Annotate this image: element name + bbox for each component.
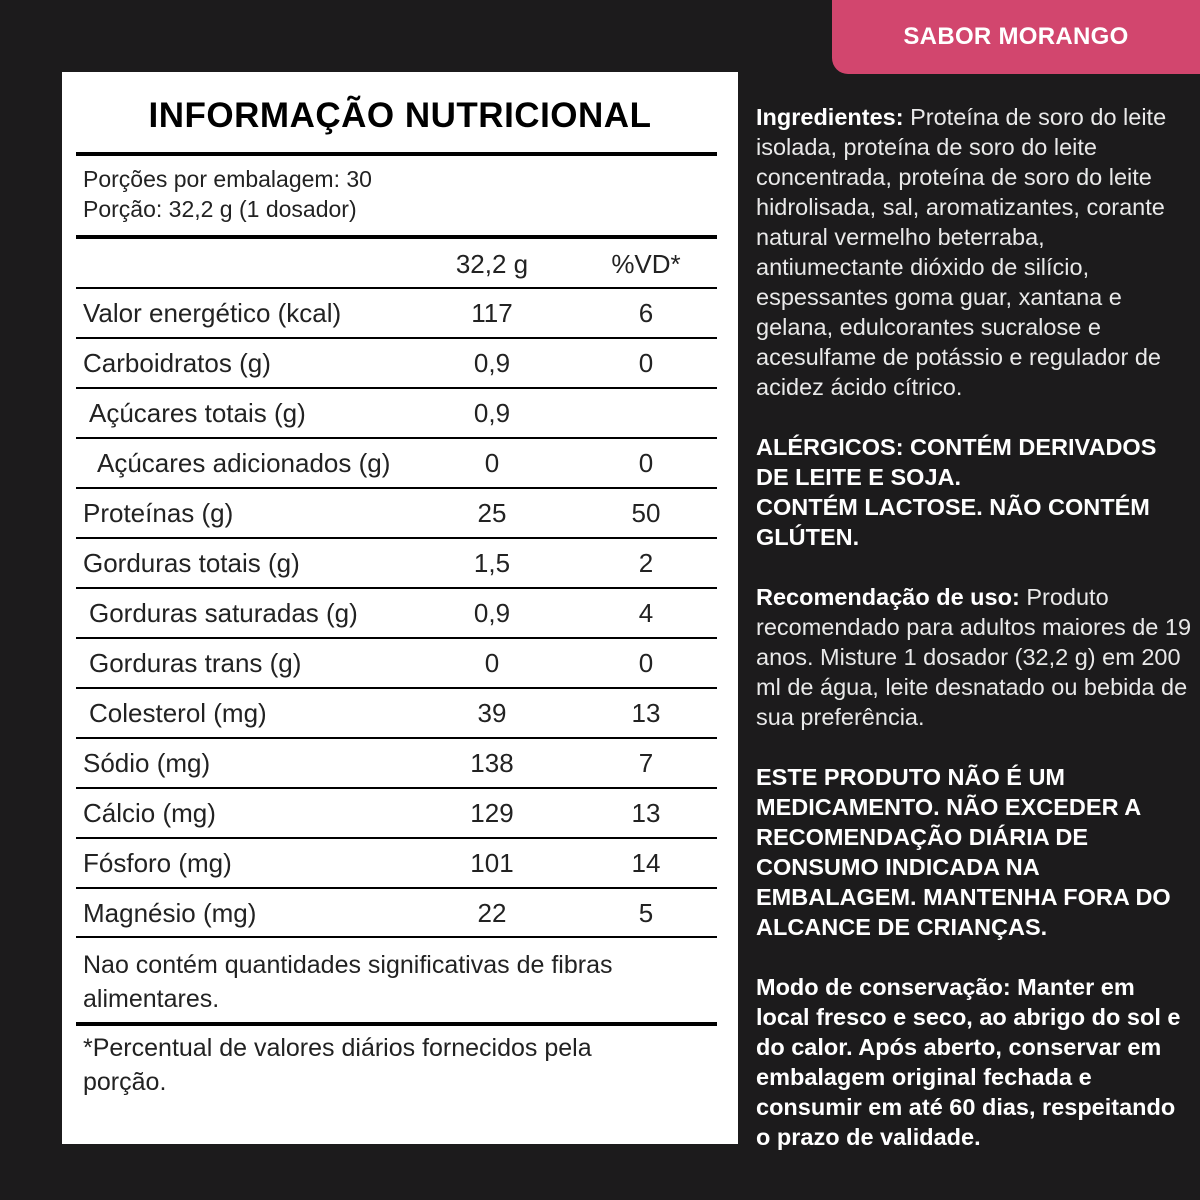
nutrient-name: Cálcio (mg) <box>83 798 216 828</box>
fiber-note-line1: Nao contém quantidades significativas de fibras <box>83 951 613 979</box>
nutrient-amount: 25 <box>477 498 507 528</box>
nutrient-amount: 0 <box>484 648 500 678</box>
nutrient-name: Fósforo (mg) <box>83 848 232 878</box>
nutrient-name: Gorduras totais (g) <box>83 548 300 578</box>
nutrient-row <box>76 689 717 739</box>
nutrient-daily-value: 7 <box>638 748 654 778</box>
column-header-dv: %VD* <box>611 249 681 279</box>
nutrient-daily-value: 5 <box>638 898 654 928</box>
nutrient-name: Açúcares adicionados (g) <box>97 448 391 478</box>
nutrient-amount: 138 <box>470 748 514 778</box>
nutrient-daily-value: 2 <box>638 548 654 578</box>
nutrient-row <box>76 639 717 689</box>
medical-warning: ESTE PRODUTO NÃO É UM MEDICAMENTO. NÃO EXCEDER A RECOMENDAÇÃO DIÁRIA DE CONSUMO INDICADA NA EMBALAGEM. MANTENHA FORA DO ALCANCE DE CRIANÇAS. <box>756 764 1171 940</box>
nutrient-daily-value: 0 <box>638 348 654 378</box>
ingredients-text: Proteína de soro do leite isolada, proteína de soro do leite concentrada, proteína de soro do leite hidrolisada, sal, aromatizantes, corante natural vermelho beterraba, antiumectante dióxido de silício, espessantes goma guar, xantana e gelana, edulcorantes sucralose e acesulfame de potássio e regulador de acidez ácido cítrico. <box>756 104 1167 400</box>
nutrient-row <box>76 889 717 939</box>
nutrient-amount: 129 <box>470 798 514 828</box>
ingredients-label: Ingredientes: <box>756 104 904 130</box>
nutrient-name: Gorduras saturadas (g) <box>89 598 358 628</box>
nutrition-title: INFORMAÇÃO NUTRICIONAL <box>148 96 652 135</box>
nutrient-row <box>76 389 717 439</box>
allergens-line2: CONTÉM LACTOSE. NÃO CONTÉM GLÚTEN. <box>756 494 1150 550</box>
nutrient-daily-value: 13 <box>631 698 661 728</box>
footnote-divider <box>76 1022 717 1026</box>
servings-per-package: Porções por embalagem: 30 <box>83 166 372 192</box>
ingredients-section <box>756 102 1192 402</box>
nutrient-daily-value: 14 <box>631 848 661 878</box>
nutrient-name: Proteínas (g) <box>83 498 234 528</box>
usage-text: Produto recomendado para adultos maiores de 19 anos. Misture 1 dosador (32,2 g) em 200 ml de água, leite desnatado ou bebida de sua preferência. <box>756 584 1192 730</box>
usage-label: Recomendação de uso: <box>756 584 1020 610</box>
flavor-badge: SABOR MORANGO <box>832 0 1200 74</box>
title-divider <box>76 152 717 156</box>
storage-instructions: Modo de conservação: Manter em local fresco e seco, ao abrigo do sol e do calor. Após aberto, conservar em embalagem original fechada e consumir em até 60 dias, respeitando o prazo de validade. <box>756 974 1181 1150</box>
nutrient-amount: 0,9 <box>473 598 511 628</box>
nutrient-daily-value: 0 <box>638 448 654 478</box>
nutrient-name: Magnésio (mg) <box>83 898 257 928</box>
nutrient-daily-value: 0 <box>638 648 654 678</box>
dv-note-line1: *Percentual de valores diários fornecidos pela <box>83 1034 592 1062</box>
nutrient-row <box>76 439 717 489</box>
nutrient-name: Colesterol (mg) <box>89 698 267 728</box>
usage-section <box>756 582 1192 732</box>
serving-size: Porção: 32,2 g (1 dosador) <box>83 196 357 222</box>
nutrient-row <box>76 289 717 339</box>
nutrient-amount: 1,5 <box>473 548 511 578</box>
nutrient-amount: 117 <box>471 298 513 328</box>
product-info <box>756 102 1192 1182</box>
nutrient-name: Carboidratos (g) <box>83 348 271 378</box>
nutrient-row <box>76 839 717 889</box>
nutrient-row <box>76 489 717 539</box>
column-header-amount: 32,2 g <box>455 249 529 279</box>
nutrient-row <box>76 539 717 589</box>
nutrient-daily-value: 6 <box>638 298 654 328</box>
nutrient-daily-value: 50 <box>631 498 661 528</box>
fiber-note-line2: alimentares. <box>83 985 220 1013</box>
nutrient-daily-value: 4 <box>638 598 654 628</box>
nutrient-row <box>76 789 717 839</box>
table-bottom-divider <box>76 936 717 938</box>
serving-divider <box>76 235 717 239</box>
nutrient-amount: 22 <box>477 898 507 928</box>
nutrient-amount: 0,9 <box>473 348 511 378</box>
allergens-line1: ALÉRGICOS: CONTÉM DERIVADOS DE LEITE E SOJA. <box>756 434 1157 490</box>
nutrient-amount: 0,9 <box>473 398 511 428</box>
nutrition-facts-panel <box>62 72 738 1144</box>
allergens-section <box>756 432 1192 552</box>
nutrient-name: Gorduras trans (g) <box>89 648 302 678</box>
nutrient-name: Valor energético (kcal) <box>83 298 342 328</box>
nutrient-row <box>76 739 717 789</box>
nutrient-name: Sódio (mg) <box>83 748 211 778</box>
nutrient-amount: 101 <box>470 848 514 878</box>
nutrient-name: Açúcares totais (g) <box>89 398 306 428</box>
nutrient-amount: 0 <box>484 448 500 478</box>
dv-note-line2: porção. <box>83 1068 167 1096</box>
nutrient-amount: 39 <box>477 698 507 728</box>
nutrient-row <box>76 339 717 389</box>
nutrient-daily-value: 13 <box>631 798 661 828</box>
nutrient-row <box>76 589 717 639</box>
